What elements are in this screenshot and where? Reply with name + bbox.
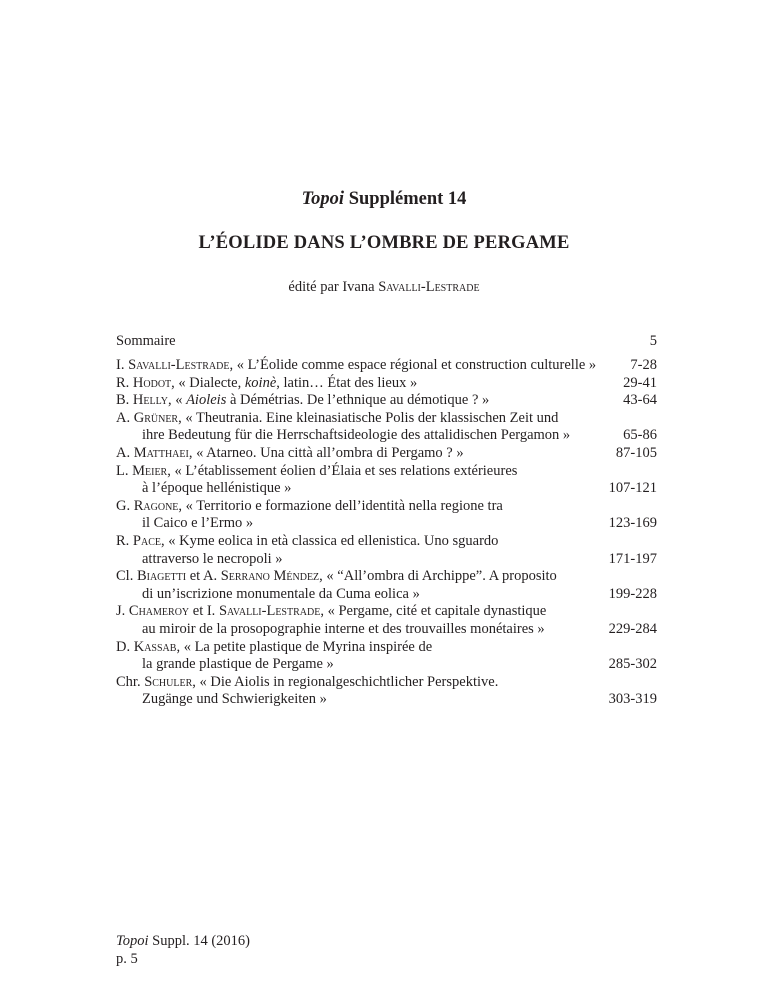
toc-pages: 171-197: [608, 550, 657, 567]
toc-entry-text: A. Grüner, « Theutrania. Eine kleinasiatische Polis der klassischen Zeit und: [116, 409, 559, 426]
toc-entry: [116, 357, 657, 375]
editor-prefix: édité par Ivana: [288, 279, 379, 295]
toc-author-2: Savalli-Lestrade: [218, 603, 321, 620]
footer-series: Topoi: [116, 933, 149, 949]
toc-entry: [116, 392, 657, 410]
series-name: Topoi: [301, 189, 345, 209]
toc-pages: 65-86: [623, 427, 657, 444]
toc-sommaire-entry: [116, 333, 657, 351]
footer-citation: [116, 932, 250, 950]
footer-page-number: p. 5: [116, 951, 138, 967]
toc-pages: 199-228: [608, 585, 657, 602]
page-footer: [116, 932, 250, 968]
toc-author: Pace: [132, 532, 161, 549]
toc-entry-continuation: à l’époque hellénistique »: [142, 480, 292, 497]
toc-entry: [116, 639, 657, 674]
toc-author: Matthaei: [133, 444, 189, 461]
toc-sommaire-pages: 5: [649, 333, 657, 349]
series-supplement: Supplément 14: [344, 189, 467, 209]
toc-entry-continuation: ihre Bedeutung für die Herrschaftsideologie des attalidischen Pergamon »: [142, 427, 571, 444]
toc-entry-text: A. Matthaei, « Atarneo. Una città all’ombra di Pergamo ? »: [116, 444, 464, 461]
toc-entry: [116, 463, 657, 498]
toc-entry-text: Chr. Schuler, « Die Aiolis in regionalgeschichtlicher Perspektive.: [116, 673, 499, 690]
toc-entry-continuation: di un’iscrizione monumentale da Cuma eolica »: [142, 585, 420, 602]
toc-author: Hodot: [132, 374, 172, 391]
toc-entry-text: G. Ragone, « Territorio e formazione dell’identità nella regione tra: [116, 497, 503, 514]
toc-author: Grüner: [133, 409, 179, 426]
toc-pages: 229-284: [608, 620, 657, 637]
toc-author: Schuler: [144, 673, 193, 690]
toc-entry-continuation: la grande plastique de Pergame »: [142, 656, 334, 673]
toc-pages: 303-319: [608, 691, 657, 708]
toc-author: Meier: [132, 462, 168, 479]
volume-title: L’ÉOLIDE DANS L’OMBRE DE PERGAME: [198, 233, 570, 253]
toc-entry: [116, 603, 657, 638]
toc-entry: [116, 568, 657, 603]
toc-author: Savalli-Lestrade: [128, 357, 230, 373]
toc-pages: 7-28: [630, 357, 657, 373]
toc-entry: [116, 445, 657, 463]
table-of-contents: [116, 357, 657, 709]
series-title: [0, 189, 768, 210]
toc-entry-text: Cl. Biagetti et A. Serrano Méndez, « “All’ombra di Archippe”. A proposito: [116, 568, 557, 585]
toc-pages: 123-169: [608, 515, 657, 532]
toc-pages: 285-302: [608, 656, 657, 673]
toc-entry-text: R. Hodot, « Dialecte, koinè, latin… État des lieux »: [116, 374, 418, 391]
footer-volume: Suppl. 14 (2016): [148, 933, 251, 949]
toc-pages: 107-121: [608, 480, 657, 497]
toc-entry-continuation: il Caico e l’Ermo »: [142, 515, 254, 532]
toc-entry-continuation: Zugänge und Schwierigkeiten »: [142, 691, 327, 708]
toc-author: Chameroy: [128, 603, 190, 620]
toc-entry-text: J. Chameroy et I. Savalli-Lestrade, « Pergame, cité et capitale dynastique: [116, 603, 547, 620]
toc-sommaire-label: Sommaire: [116, 333, 176, 349]
toc-pages: 87-105: [615, 444, 657, 461]
toc-pages: 43-64: [623, 392, 657, 409]
toc-entry: [116, 375, 657, 393]
toc-entry-text: B. Helly, « Aioleis à Démétrias. De l’ethnique au démotique ? »: [116, 392, 490, 409]
toc-entry-continuation: attraverso le necropoli »: [142, 550, 283, 567]
toc-pages: 29-41: [623, 374, 657, 391]
toc-entry: [116, 498, 657, 533]
toc-entry: [116, 533, 657, 568]
editor-name: Savalli-Lestrade: [378, 279, 480, 295]
toc-author-2: Serrano Méndez: [220, 568, 320, 585]
editor-line: [0, 279, 768, 296]
toc-entry-continuation: au miroir de la prosopographie interne et des trouvailles monétaires »: [142, 620, 545, 637]
toc-author: Ragone: [133, 497, 179, 514]
toc-entry: [116, 410, 657, 445]
toc-entry-text: I. Savalli-Lestrade, « L’Éolide comme espace régional et construction culturelle »: [116, 357, 597, 373]
toc-entry-text: D. Kassab, « La petite plastique de Myrina inspirée de: [116, 638, 433, 655]
toc-entry-text: L. Meier, « L’établissement éolien d’Élaia et ses relations extérieures: [116, 462, 518, 479]
toc-entry-text: R. Pace, « Kyme eolica in età classica ed ellenistica. Uno sguardo: [116, 532, 499, 549]
toc-author: Biagetti: [136, 568, 187, 585]
toc-author: Helly: [132, 392, 168, 409]
toc-author: Kassab: [133, 638, 177, 655]
toc-entry: [116, 674, 657, 709]
